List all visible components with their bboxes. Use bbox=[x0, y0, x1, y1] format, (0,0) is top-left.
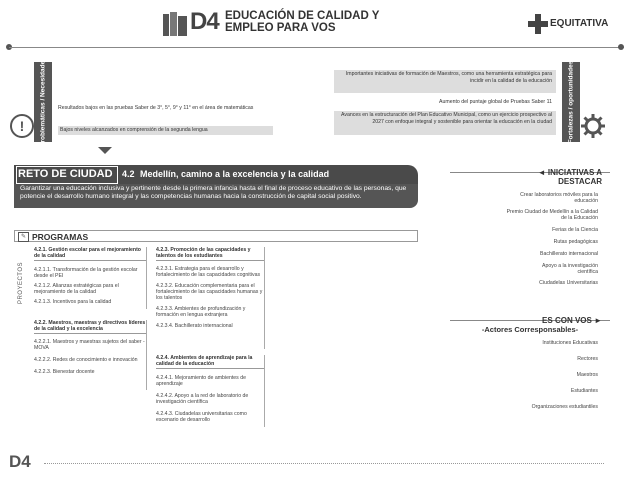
footer-code: D4 bbox=[9, 452, 31, 471]
proyectos-tab bbox=[14, 260, 28, 306]
programas-label: PROGRAMAS bbox=[32, 232, 89, 242]
iniciativas-title-line2: DESTACAR bbox=[558, 177, 602, 186]
dimension-title bbox=[225, 10, 405, 34]
arrow-right-icon: ► bbox=[594, 316, 602, 325]
iniciativa-item: Apoyo a la investigación científica bbox=[542, 263, 598, 275]
program-title: 4.2.4. Ambientes de aprendizaje para la calidad de la educación bbox=[156, 355, 264, 369]
gear-icon bbox=[581, 114, 605, 138]
project-item: 4.2.4.3. Ciudadelas universitarias como escenario de desarrollo bbox=[156, 411, 247, 423]
iniciativa-item: Rutas pedagógicas bbox=[553, 239, 598, 245]
strength-item: Aumento del puntaje global de Pruebas Saber 11 bbox=[439, 99, 552, 105]
reto-name: Medellín, camino a la excelencia y la calidad bbox=[140, 169, 330, 179]
iniciativas-title bbox=[450, 168, 610, 186]
actor-item: Organizaciones estudiantiles bbox=[531, 404, 598, 410]
program-block bbox=[34, 247, 147, 309]
down-arrow-icon bbox=[98, 147, 112, 154]
project-item: 4.2.2.2. Redes de conocimiento e innovación bbox=[34, 357, 138, 363]
edit-icon: ✎ bbox=[18, 232, 29, 242]
program-title: 4.2.1. Gestión escolar para el mejoramiento de la calidad bbox=[34, 247, 146, 261]
es-con-vos-title-text: ES CON VOS bbox=[542, 316, 592, 325]
project-item: 4.2.4.1. Mejoramiento de ambientes de aprendizaje bbox=[156, 375, 246, 387]
strengths-tab bbox=[562, 62, 580, 142]
dimension-title-line2: EMPLEO PARA VOS bbox=[225, 22, 336, 34]
strength-item: Avances en la estructuración del Plan Educativo Municipal, como un ejercicio prospectivo al 2027 con enfoque integral y sostenible para orientar la educación en la ciudad bbox=[334, 111, 556, 135]
actor-item: Instituciones Educativas bbox=[542, 340, 598, 346]
problems-tab-label: Problemáticas / Necesidades bbox=[39, 57, 47, 147]
iniciativa-item: Ferias de la Ciencia bbox=[552, 227, 598, 233]
program-title: 4.2.3. Promoción de las capacidades y talentos de los estudiantes bbox=[156, 247, 264, 261]
reto-label: RETO DE CIUDAD bbox=[18, 168, 113, 180]
project-item: 4.2.3.3. Ambientes de profundización y formación en lengua extranjera bbox=[156, 306, 246, 318]
project-item: 4.2.3.1. Estrategia para el desarrollo y fortalecimiento de las capacidades cognitivas bbox=[156, 266, 261, 278]
actor-item: Estudiantes bbox=[570, 388, 598, 394]
iniciativa-item: Ciudadelas Universitarias bbox=[539, 280, 598, 286]
problem-item: Bajos niveles alcanzados en comprensión de la segunda lengua bbox=[58, 126, 273, 135]
books-icon bbox=[163, 10, 187, 36]
dimension-title-line1: EDUCACIÓN DE CALIDAD Y bbox=[225, 10, 380, 22]
actor-item: Rectores bbox=[577, 356, 598, 362]
reto-number: 4.2 bbox=[122, 169, 135, 179]
project-item: 4.2.1.3. Incentivos para la calidad bbox=[34, 299, 112, 305]
es-con-vos-panel bbox=[450, 316, 610, 421]
actor-item: Maestros bbox=[576, 372, 598, 378]
plus-icon bbox=[528, 14, 548, 34]
project-item: 4.2.2.3. Bienestar docente bbox=[34, 369, 95, 375]
project-item: 4.2.1.2. Alianzas estratégicas para el mejoramiento de la calidad bbox=[34, 283, 119, 295]
es-con-vos-title bbox=[450, 316, 610, 325]
iniciativa-item: Bachillerato internacional bbox=[540, 251, 598, 257]
strength-item: Importantes iniciativas de formación de Maestros, como una herramienta estratégica para incidir en la calidad de la educación bbox=[334, 70, 556, 93]
top-divider bbox=[9, 47, 624, 48]
iniciativa-item: Premio Ciudad de Medellín a la Calidad de la Educación bbox=[506, 209, 598, 221]
program-block bbox=[34, 320, 147, 390]
reto-description: Garantizar una educación inclusiva y pertinente desde la primera infancia hasta el final de proceso educativo de las personas, que potencie el desarrollo humano integral y las competencias humanas hacia la construcción de capital social positivo. bbox=[14, 184, 418, 208]
program-block bbox=[156, 355, 265, 427]
exclamation-icon: ! bbox=[10, 114, 34, 138]
dimension-code: D4 bbox=[190, 8, 219, 35]
proyectos-label: PROYECTOS bbox=[18, 261, 24, 305]
es-con-vos-subtitle: -Actores Corresponsables- bbox=[481, 325, 579, 334]
arrow-left-icon: ◄ bbox=[537, 168, 546, 177]
footer-divider bbox=[44, 463, 604, 464]
project-item: 4.2.3.4. Bachillerato internacional bbox=[156, 323, 233, 329]
strengths-tab-label: Fortalezas / oportunidades bbox=[567, 60, 575, 144]
problems-tab bbox=[34, 57, 52, 147]
project-item: 4.2.2.1. Maestros y maestras sujetos del saber - MOVA bbox=[34, 339, 145, 351]
project-item: 4.2.3.2. Educación complementaria para el fortalecimiento de las capacidades humanas y los talentos bbox=[156, 283, 263, 301]
iniciativas-panel bbox=[450, 168, 610, 291]
problem-item: Resultados bajos en las pruebas Saber de 3°, 5°, 9° y 11° en el área de matemáticas bbox=[58, 105, 254, 111]
project-item: 4.2.4.2. Apoyo a la red de laboratorio de investigación científica bbox=[156, 393, 249, 405]
iniciativa-item: Crear laboratorios móviles para la educación bbox=[520, 192, 598, 204]
program-block bbox=[156, 247, 265, 349]
iniciativas-title-line1: INICIATIVAS A bbox=[547, 168, 602, 177]
line-dot-right bbox=[618, 44, 624, 50]
program-title: 4.2.2. Maestros, maestras y directivos líderes de la calidad y la excelencia bbox=[34, 320, 146, 332]
project-item: 4.2.1.1. Transformación de la gestión escolar desde el PEI bbox=[34, 267, 138, 279]
equitativa-tag: EQUITATIVA bbox=[550, 18, 609, 29]
